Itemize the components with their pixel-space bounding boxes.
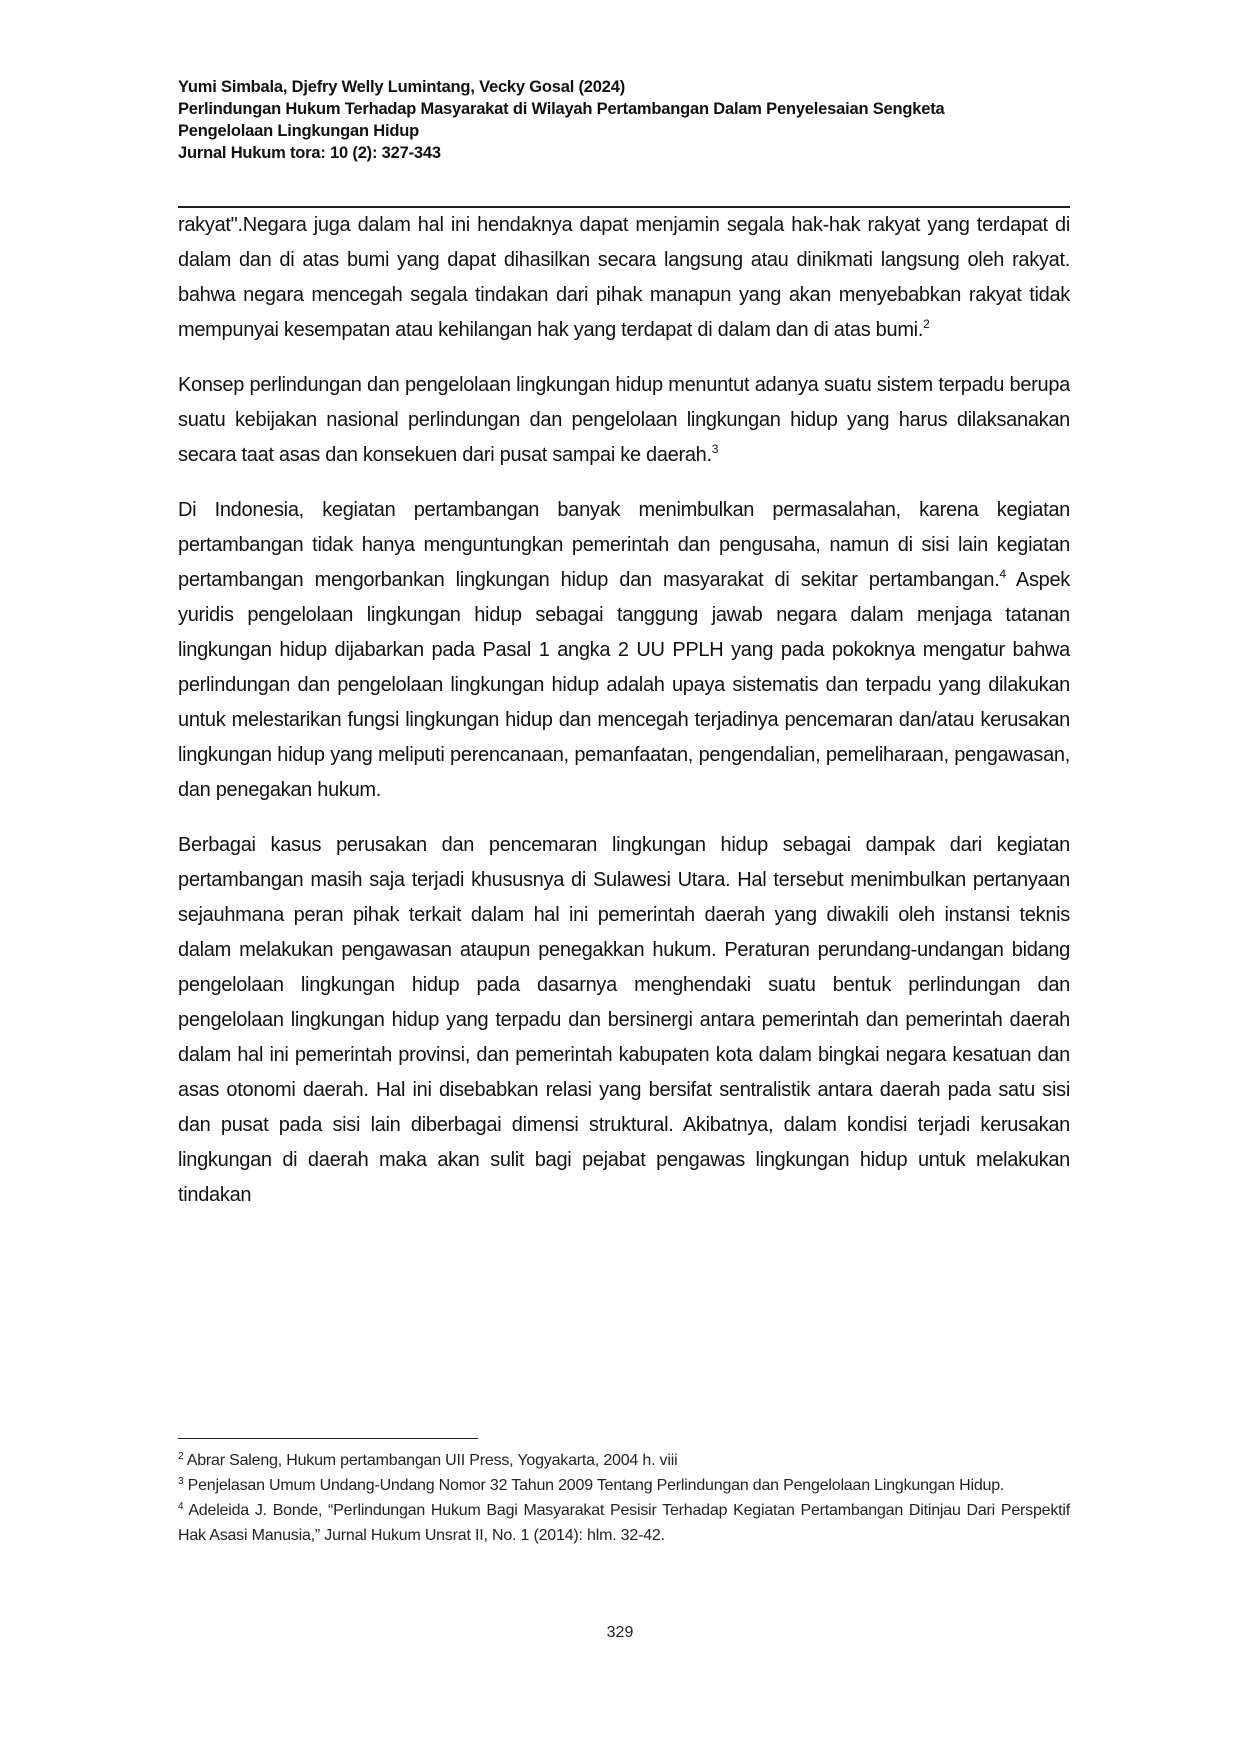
paragraph-text: Di Indonesia, kegiatan pertambangan banyak menimbulkan permasalahan, karena kegiatan pertambangan tidak hanya menguntungkan pemerintah dan pengusaha, namun di sisi lain kegiatan pertambangan mengorbankan lingkungan hidup dan masyarakat di sekitar pertambangan. (178, 499, 1070, 591)
footnote (178, 1473, 1070, 1498)
page-number: 329 (606, 1624, 634, 1641)
header-authors: Yumi Simbala, Djefry Welly Lumintang, Vecky Gosal (2024) (178, 78, 625, 96)
footnote-number: 2 (178, 1451, 184, 1462)
header-title-line2: Pengelolaan Lingkungan Hidup (178, 122, 419, 140)
paragraph-text: Konsep perlindungan dan pengelolaan lingkungan hidup menuntut adanya suatu sistem terpadu berupa suatu kebijakan nasional perlindungan dan pengelolaan lingkungan hidup yang harus dilaksanakan secara taat asas dan konsekuen dari pusat sampai ke daerah. (178, 374, 1070, 466)
header-title-line1: Perlindungan Hukum Terhadap Masyarakat di Wilayah Pertambangan Dalam Penyelesaian Sengketa (178, 100, 945, 118)
footnote-ref[interactable]: 3 (711, 442, 719, 456)
footnotes (178, 1448, 1070, 1548)
footnote-text: Adeleida J. Bonde, “Perlindungan Hukum Bagi Masyarakat Pesisir Terhadap Kegiatan Pertambangan Ditinjau Dari Perspektif Hak Asasi Manusia,” Jurnal Hukum Unsrat II, No. 1 (2014): hlm. 32-42. (178, 1502, 1070, 1544)
paragraph-text-continued: Aspek yuridis pengelolaan lingkungan hidup sebagai tanggung jawab negara dalam menjaga tatanan lingkungan hidup dijabarkan pada Pasal 1 angka 2 UU PPLH yang pada pokoknya mengatur bahwa perlindungan dan pengelolaan lingkungan hidup adalah upaya sistematis dan terpadu yang dilakukan untuk melestarikan fungsi lingkungan hidup dan mencegah terjadinya pencemaran dan/atau kerusakan lingkungan hidup yang meliputi perencanaan, pemanfaatan, pengendalian, pemeliharaan, pengawasan, dan penegakan hukum. (178, 569, 1070, 801)
footnote-text: Abrar Saleng, Hukum pertambangan UII Press, Yogyakarta, 2004 h. viii (183, 1452, 678, 1469)
paragraph (178, 828, 1070, 1213)
footnote (178, 1498, 1070, 1548)
footnote-number: 3 (178, 1476, 184, 1487)
footnote-divider (178, 1438, 478, 1439)
running-header (178, 76, 1068, 164)
paragraph-text: Berbagai kasus perusakan dan pencemaran lingkungan hidup sebagai dampak dari kegiatan pertambangan masih saja terjadi khususnya di Sulawesi Utara. Hal tersebut menimbulkan pertanyaan sejauhmana peran pihak terkait dalam hal ini pemerintah daerah yang diwakili oleh instansi teknis dalam melakukan pengawasan ataupun penegakkan hukum. Peraturan perundang-undangan bidang pengelolaan lingkungan hidup pada dasarnya menghendaki suatu bentuk perlindungan dan pengelolaan lingkungan hidup yang terpadu dan bersinergi antara pemerintah dan pemerintah daerah dalam hal ini pemerintah provinsi, dan pemerintah kabupaten kota dalam bingkai negara kesatuan dan asas otonomi daerah. Hal ini disebabkan relasi yang bersifat sentralistik antara daerah pada satu sisi dan pusat pada sisi lain diberbagai dimensi struktural. Akibatnya, dalam kondisi terjadi kerusakan lingkungan di daerah maka akan sulit bagi pejabat pengawas lingkungan hidup untuk melakukan tindakan (178, 834, 1070, 1206)
paragraph (178, 493, 1070, 808)
body-text (178, 208, 1070, 1233)
footnote-ref[interactable]: 2 (923, 317, 930, 331)
header-journal: Jurnal Hukum tora: 10 (2): 327-343 (178, 144, 441, 162)
paragraph (178, 368, 1070, 473)
footnote-ref[interactable]: 4 (999, 567, 1006, 581)
footnote-number: 4 (178, 1501, 184, 1512)
paragraph-text: rakyat".Negara juga dalam hal ini hendaknya dapat menjamin segala hak-hak rakyat yang terdapat di dalam dan di atas bumi yang dapat dihasilkan secara langsung atau dinikmati langsung oleh rakyat. bahwa negara mencegah segala tindakan dari pihak manapun yang akan menyebabkan rakyat tidak mempunyai kesempatan atau kehilangan hak yang terdapat di dalam dan di atas bumi. (178, 214, 1070, 341)
paragraph (178, 208, 1070, 348)
footnote-text: Penjelasan Umum Undang-Undang Nomor 32 Tahun 2009 Tentang Perlindungan dan Pengelolaan Lingkungan Hidup. (183, 1477, 1005, 1494)
footnote (178, 1448, 1070, 1473)
